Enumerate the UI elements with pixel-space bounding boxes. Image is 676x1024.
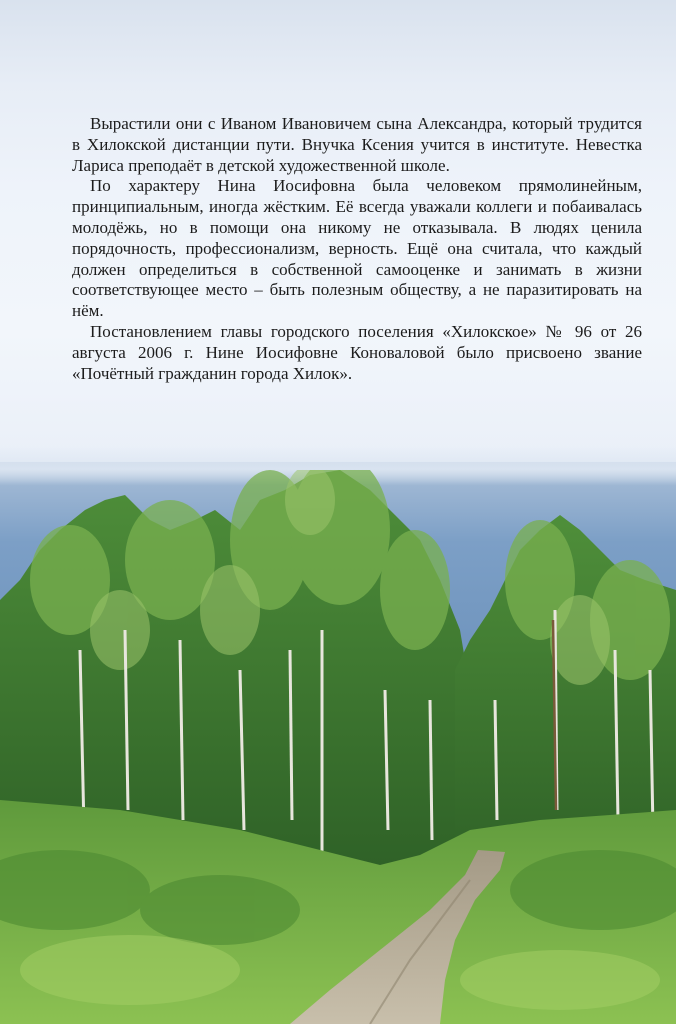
body-text	[72, 114, 642, 384]
paragraph-family: Вырастили они с Иваном Ивановичем сына Александра, который трудится в Хилокской дистанции пути. Внучка Ксения учится в институте. Невестка Лариса преподаёт в детской художественной школе.	[72, 114, 642, 175]
paragraph-character: По характеру Нина Иосифовна была человеком прямолинейным, принципиальным, иногда жёстким. Её всегда уважали коллеги и побаивалась молодёжь, но в помощи она никому не отказывала. В людях ценила порядочность, профессионализм, верность. Ещё она считала, что каждый должен определиться в собственной самооценке и занимать в жизни соответствующее место – быть полезным обществу, а не паразитировать на нём.	[72, 176, 642, 321]
forest-road-illustration	[0, 470, 676, 1024]
paragraph-honorary-citizen: Постановлением главы городского поселения «Хилокское» № 96 от 26 августа 2006 г. Нине Иосифовне Коноваловой было присвоено звание «Почётный гражданин города Хилок».	[72, 321, 642, 383]
